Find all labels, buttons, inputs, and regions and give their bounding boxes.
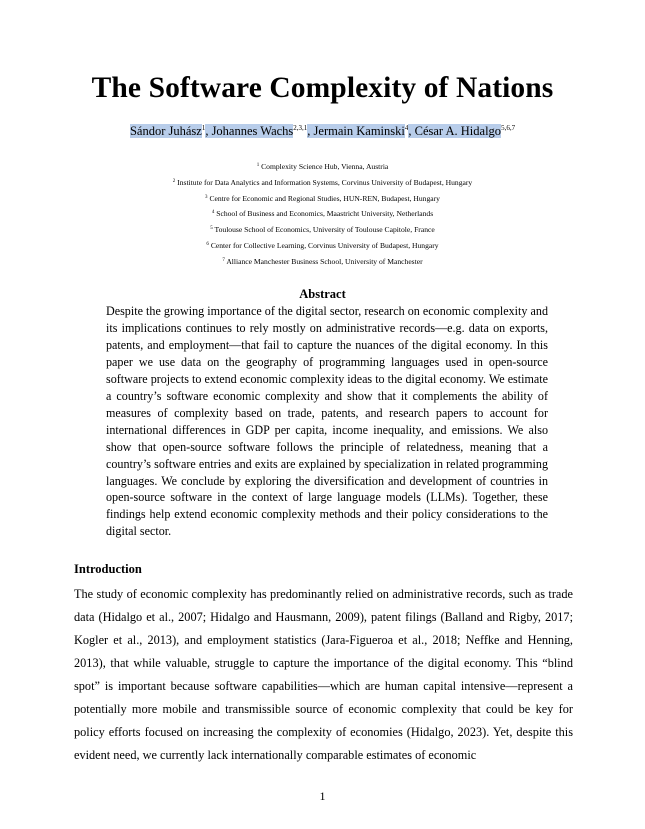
author-name: Johannes Wachs [211,124,294,138]
author-name: Sándor Juhász [129,124,202,138]
affiliation-text: Alliance Manchester Business School, University of Manchester [226,256,423,266]
author-affiliation-marker: 5,6,7 [501,124,516,132]
abstract-text: Despite the growing importance of the digital sector, research on economic complexity and its implications continues to rely mostly on administrative records—e.g. data on exports, patents, and employment—that fail to capture the nuances of the digital economy. In this paper we use data on the geography of programming languages used in open-source software projects to extend economic complexity ideas to the digital economy. We estimate a country’s software economic complexity and show that it complements the ability of measures of complexity based on trade, patents, and research papers to account for international differences in GDP per capita, income inequality, and emissions. We also show that open-source software follows the principle of relatedness, meaning that a country’s software entries and exits are explained by specialization in related programming languages. We conclude by exploring the diversification and development of countries in open-source software in the context of large language models (LLMs). Together, these findings help extend economic complexity methods and their policy considerations to the digital sector. [106,304,548,539]
author-list [0,124,645,139]
affiliation-text: Institute for Data Analytics and Information Systems, Corvinus University of Budapest, Hungary [177,177,473,187]
affiliation-text: School of Business and Economics, Maastricht University, Netherlands [216,209,434,219]
author-separator: , [408,124,415,138]
author-affiliation-marker: 4 [404,124,409,132]
affiliation-list [0,159,645,270]
affiliation-marker: 6 [206,241,209,247]
introduction-text: The study of economic complexity has predominantly relied on administrative records, such as trade data (Hidalgo et al., 2007; Hidalgo and Hausmann, 2009), patent filings (Balland and Rigby, 2017; Kogler et al., 2013), and employment statistics (Jara-Figueroa et al., 2018; Neffke and Henning, 2013), that while valuable, struggle to capture the importance of the digital economy. This “blind spot” is important because software capabilities—which are human capital intensive—represent a potentially more mobile and transmissible source of economic complexity that could be key for policy efforts focused on increasing the complexity of economies (Hidalgo, 2023). Yet, despite this evident need, we currently lack internationally comparable estimates of economic [74,587,573,762]
abstract-heading: Abstract [299,287,346,301]
paper-title: The Software Complexity of Nations [91,72,554,104]
affiliation-text: Center for Collective Learning, Corvinus University of Budapest, Hungary [210,240,439,250]
author-separator: , [205,124,212,138]
author-name: César A. Hidalgo [414,124,502,138]
affiliation-text: Complexity Science Hub, Vienna, Austria [261,162,389,171]
affiliation-text: Toulouse School of Economics, University of Toulouse Capitole, France [214,225,435,235]
affiliation-item [0,254,645,270]
affiliation-marker: 2 [172,178,176,184]
affiliation-item [0,159,645,175]
affiliation-item [0,222,645,238]
affiliation-item [0,191,645,207]
affiliation-item [0,206,645,222]
introduction-heading: Introduction [74,562,142,576]
affiliation-item [0,238,645,254]
author-name: Jermain Kaminski [313,124,405,138]
affiliation-item [0,175,645,191]
affiliation-marker: 5 [210,226,213,232]
affiliation-marker: 4 [211,210,215,216]
affiliation-marker: 7 [222,257,225,263]
affiliation-text: Centre for Economic and Regional Studies, HUN-REN, Budapest, Hungary [209,193,440,203]
affiliation-marker: 1 [256,163,260,168]
affiliation-marker: 3 [205,194,208,200]
author-affiliation-marker: 2,3,1 [293,124,308,132]
author-separator: , [307,124,314,138]
author-affiliation-marker: 1 [201,124,206,132]
page-number: 1 [319,789,326,803]
